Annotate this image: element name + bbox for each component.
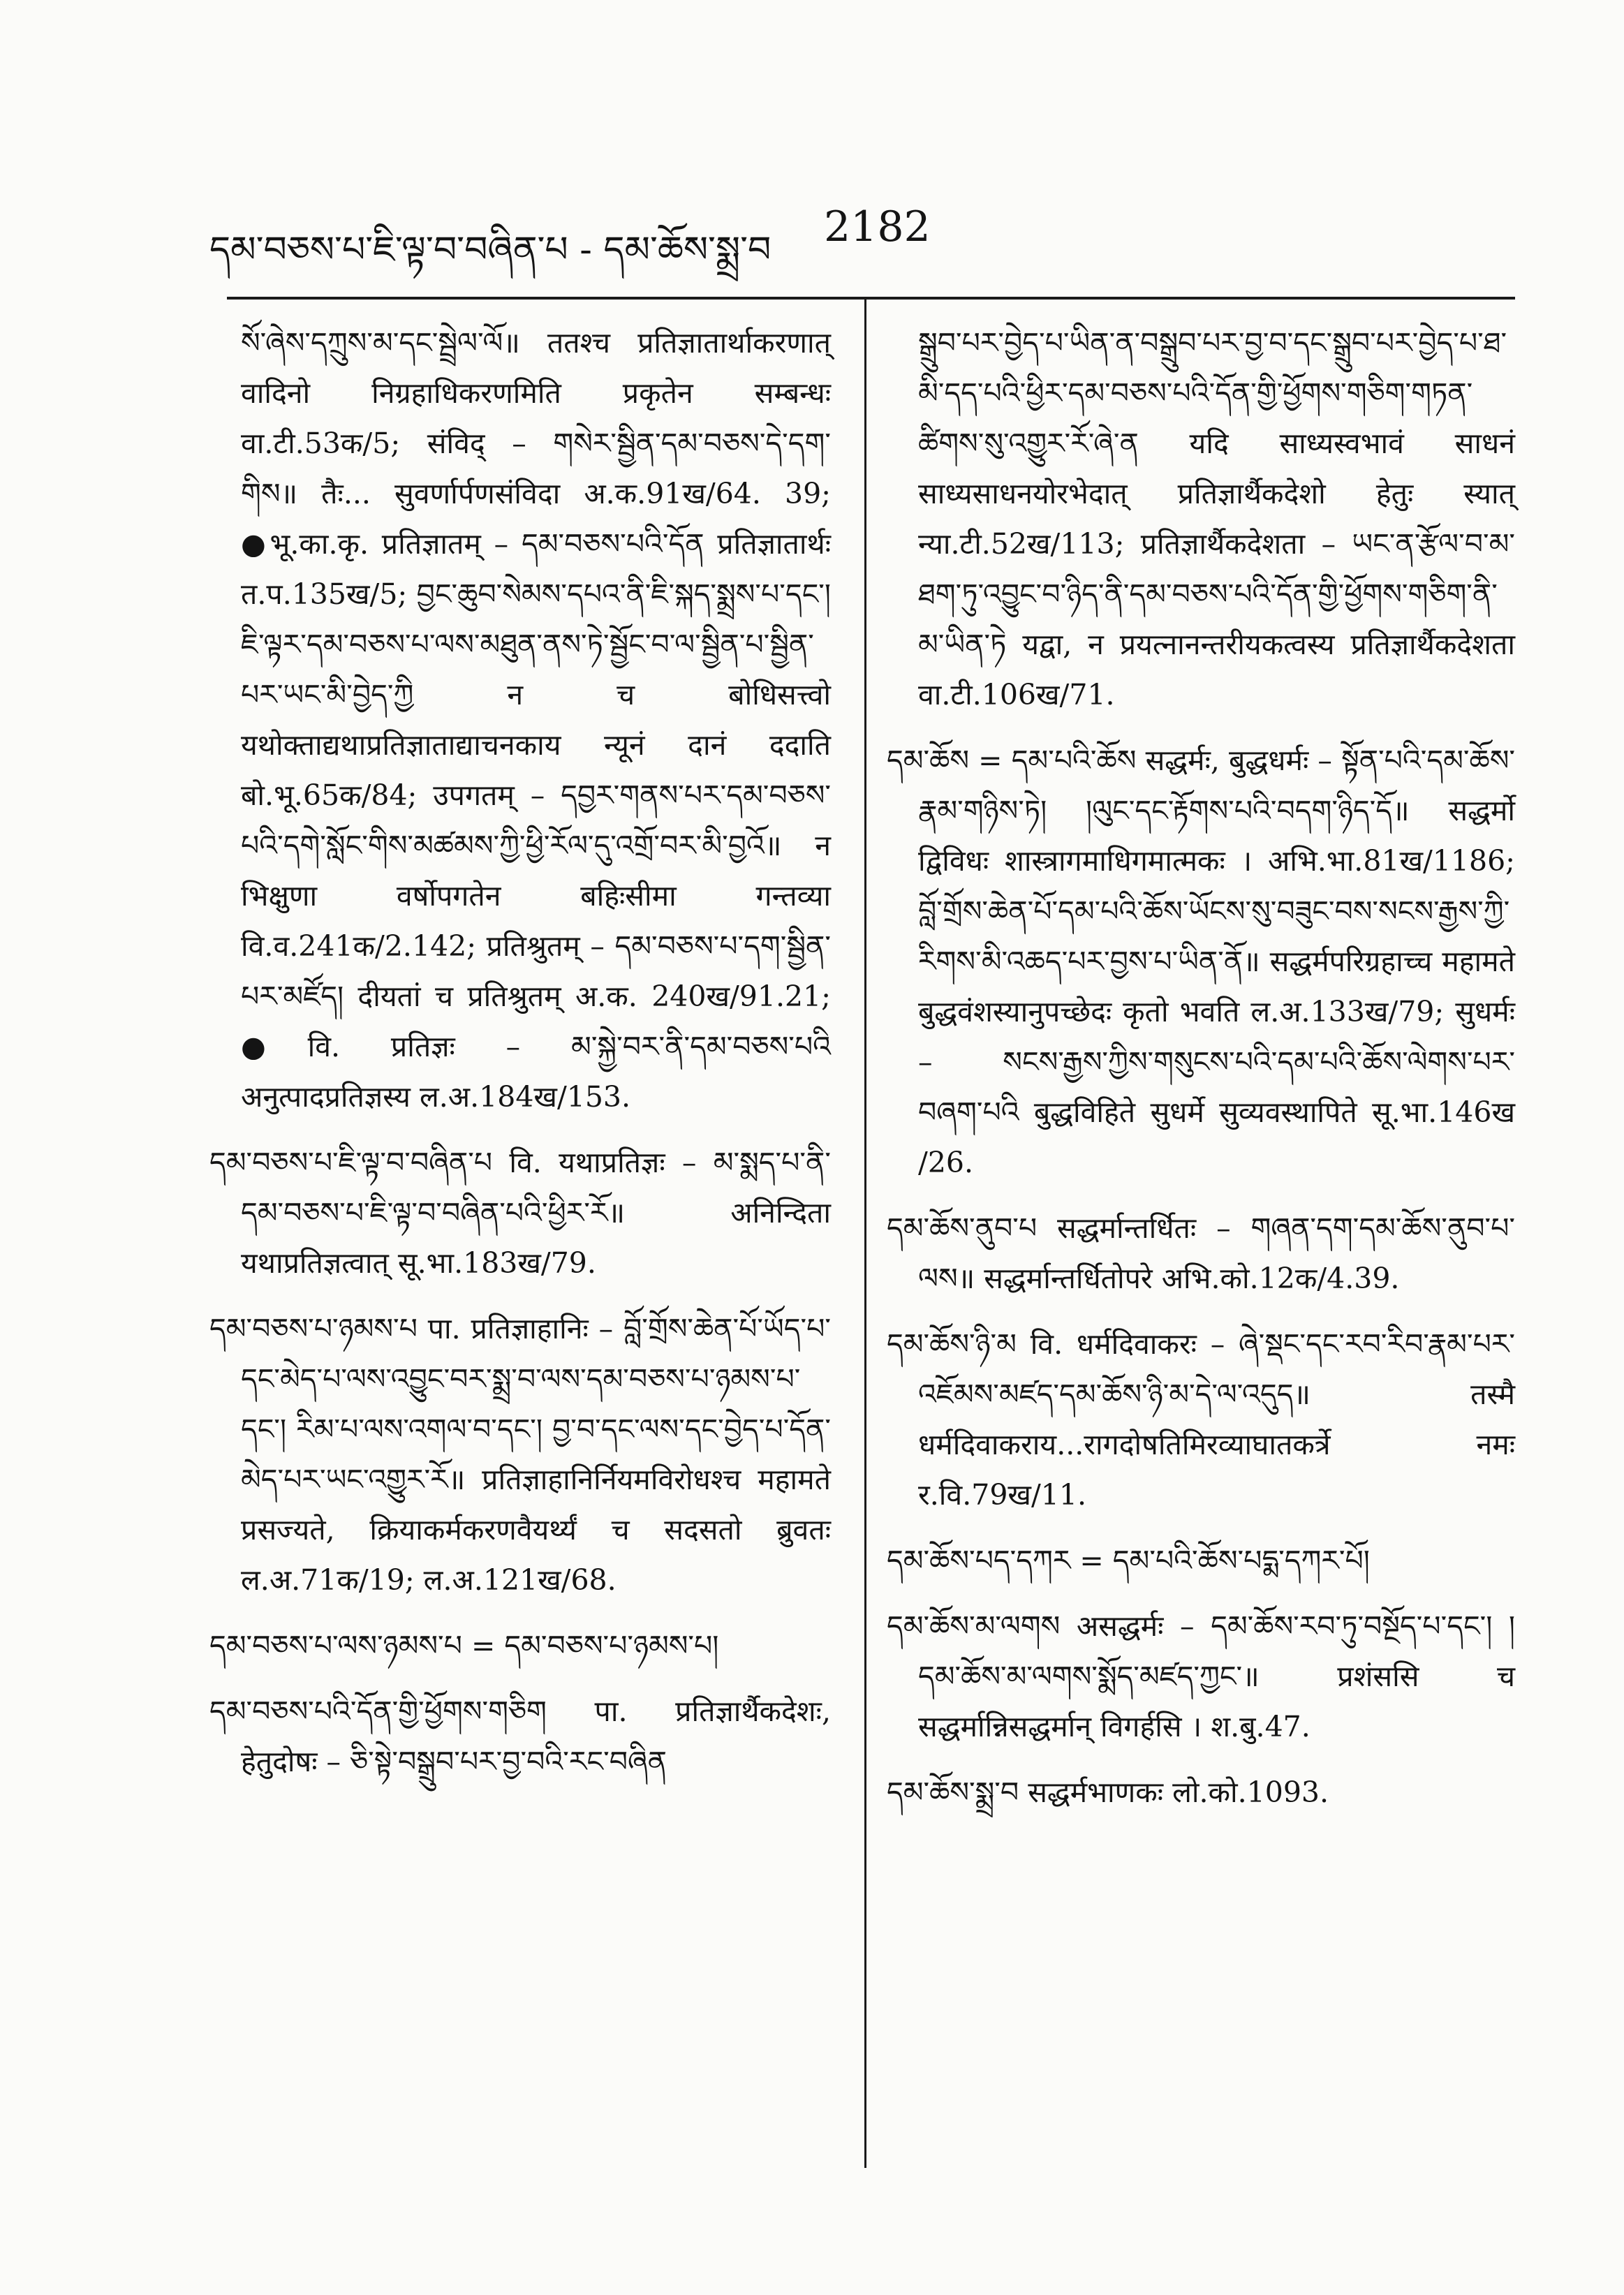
dictionary-entry: དམ་བཅས་པའི་དོན་གྱི་ཕྱོགས་གཅིག पा. प्रतिज्ञार्थैकदेशः, हेतुदोषः – ཅི་སྟེ་བསྒྲུབ་པར་བྱ་བའི་རང་བཞིན xyxy=(209,1695,831,1778)
header-rule xyxy=(227,297,1515,300)
dictionary-entry: སོ་ཞེས་དཀྲུས་མ་དང་སྦྲེལ་ལོ॥ ततश्च प्रतिज्ञातार्थाकरणात् वादिनो निग्रहाधिकरणमिति प्रकृतेन सम्बन्धः वा.टी.53क/5; संविद् – གསེར་སྦྱིན་དམ་བཅས་དེ་དག་གིས॥ तैः... सुवर्णार्पणसंविदा अ.क.91ख/64. 39; ●भू.का.कृ. प्रतिज्ञातम् – དམ་བཅས་པའི་དོན प्रतिज्ञातार्थः त.प.135ख/5; བྱང་ཆུབ་སེམས་དཔའ་ནི་ཇི་སྐད་སྨྲས་པ་དང་། ཇི་ལྟར་དམ་བཅས་པ་ལས་མཐུན་ནས་ཏེ་སྦྱོང་བ་ལ་སྦྱིན་པ་སྦྱིན་པར་ཡང་མི་བྱེད་ཀྱི न च बोधिसत्त्वो यथोक्ताद्यथाप्रतिज्ञाताद्याचनकाय न्यूनं दानं ददाति बो.भू.65क/84; उपगतम् – དབྱར་གནས་པར་དམ་བཅས་པའི་དགེ་སློང་གིས་མཚམས་ཀྱི་ཕྱི་རོལ་དུ་འགྲོ་བར་མི་བྱའོ॥ न भिक्षुणा वर्षोपगतेन बहिःसीमा गन्तव्या वि.व.241क/2.142; प्रतिश्रुतम् – དམ་བཅས་པ་དག་སྦྱིན་པར་མཛོད། दीयतां च प्रतिश्रुतम् अ.क. 240ख/91.21; ●वि. प्रतिज्ञः – མ་སྐྱེ་བར་ནི་དམ་བཅས་པའི अनुत्पादप्रतिज्ञस्य ल.अ.184ख/153. xyxy=(241,326,831,1114)
running-header xyxy=(209,202,1396,271)
dictionary-entry: དམ་ཆོས་ཉི་མ वि. धर्मदिवाकरः – ཞེ་སྡང་དང་རབ་རིབ་རྣམ་པར་འཇོམས་མཛད་དམ་ཆོས་ཉི་མ་དེ་ལ་འདུད॥ तस्मै धर्मदिवाकराय...रागदोषतिमिरव्याघातकर्त्रे नमः र.वि.79ख/11. xyxy=(887,1327,1515,1512)
dictionary-entry: དམ་ཆོས་ནུབ་པ सद्धर्मान्तर्धितः – གཞན་དག་དམ་ཆོས་ནུབ་པ་ལས॥ सद्धर्मान्तर्धितोपरे अभि.को.12क/4.39. xyxy=(887,1211,1515,1295)
dictionary-entry: དམ་བཅས་པ་ལས་ཉམས་པ = དམ་བཅས་པ་ཉམས་པ། xyxy=(209,1629,719,1662)
right-column xyxy=(887,318,1515,1833)
left-column xyxy=(209,318,831,1802)
page-number: 2182 xyxy=(824,202,931,251)
dictionary-entry: དམ་ཆོས་སྨྲ་བ सद्धर्मभाणकः लो.को.1093. xyxy=(887,1776,1329,1809)
dictionary-entry: དམ་བཅས་པ་ཉམས་པ पा. प्रतिज्ञाहानिः – བློ་གྲོས་ཆེན་པོ་ཡོད་པ་དང་མེད་པ་ལས་འབྱུང་བར་སྨྲ་བ་ལས་དམ་བཅས་པ་ཉམས་པ་དང་། རིམ་པ་ལས་འགལ་བ་དང་། བྱ་བ་དང་ལས་དང་བྱེད་པ་དོན་མེད་པར་ཡང་འགྱུར་རོ॥ प्रतिज्ञाहानिर्नियमविरोधश्च महामते प्रसज्यते, क्रियाकर्मकरणवैयर्थ्यं च सदसतो ब्रुवतः ल.अ.71क/19; ल.अ.121ख/68. xyxy=(209,1312,831,1597)
dictionary-entry: དམ་བཅས་པ་ཇི་ལྟ་བ་བཞིན་པ वि. यथाप्रतिज्ञः – མ་སྨད་པ་ནི་དམ་བཅས་པ་ཇི་ལྟ་བ་བཞིན་པའི་ཕྱིར་རོ॥ अनिन्दिता यथाप्रतिज्ञत्वात् सू.भा.183ख/79. xyxy=(209,1146,831,1280)
running-head-title: དམ་བཅས་པ་ཇི་ལྟ་བ་བཞིན་པ - དམ་ཆོས་སྨྲ་བ xyxy=(209,229,772,271)
dictionary-entry: སྒྲུབ་པར་བྱེད་པ་ཡིན་ན་བསྒྲུབ་པར་བྱ་བ་དང་སྒྲུབ་པར་བྱེད་པ་ཐ་མི་དད་པའི་ཕྱིར་དམ་བཅས་པའི་དོན་གྱི་ཕྱོགས་གཅིག་གཏན་ཚིགས་སུ་འགྱུར་རོ་ཞེ་ན यदि साध्यस्वभावं साधनं साध्यसाधनयोरभेदात् प्रतिज्ञार्थैकदेशो हेतुः स्यात् न्या.टी.52ख/113; प्रतिज्ञार्थैकदेशता – ཡང་ན་རྩོལ་བ་མ་ཐག་ཏུ་འབྱུང་བ་ཉིད་ནི་དམ་བཅས་པའི་དོན་གྱི་ཕྱོགས་གཅིག་ནི་མ་ཡིན་ཏེ यद्वा, न प्रयत्नानन्तरीयकत्वस्य प्रतिज्ञार्थैकदेशता वा.टी.106ख/71. xyxy=(918,326,1515,711)
dictionary-entry: དམ་ཆོས་མ་ལགས असद्धर्मः – དམ་ཆོས་རབ་ཏུ་བསྔོད་པ་དང་། །དམ་ཆོས་མ་ལགས་སྨོད་མཛད་ཀྱང་॥ प्रशंससि च सद्धर्मान्निसद्धर्मान् विगर्हसि । श.बु.47. xyxy=(887,1609,1515,1743)
column-divider xyxy=(864,297,866,2168)
dictionary-entry: དམ་ཆོས = དམ་པའི་ཆོས सद्धर्मः, बुद्धधर्मः – སྟོན་པའི་དམ་ཆོས་རྣམ་གཉིས་ཏེ། །ལུང་དང་རྟོགས་པའི་བདག་ཉིད་དོ॥ सद्धर्मो द्विविधः शास्त्रागमाधिगमात्मकः । अभि.भा.81ख/1186; བློ་གྲོས་ཆེན་པོ་དམ་པའི་ཆོས་ཡོངས་སུ་བཟུང་བས་སངས་རྒྱས་ཀྱི་རིགས་མི་འཆད་པར་བྱས་པ་ཡིན་ནོ॥ सद्धर्मपरिग्रहाच्च महामते बुद्धवंशस्यानुपच्छेदः कृतो भवति ल.अ.133ख/79; सुधर्मः – སངས་རྒྱས་ཀྱིས་གསུངས་པའི་དམ་པའི་ཆོས་ལེགས་པར་བཞག་པའི बुद्धविहिते सुधर्मे सुव्यवस्थापिते सू.भा.146ख /26. xyxy=(887,744,1515,1179)
dictionary-entry: དམ་ཆོས་པད་དཀར = དམ་པའི་ཆོས་པདྨ་དཀར་པོ། xyxy=(887,1544,1370,1577)
